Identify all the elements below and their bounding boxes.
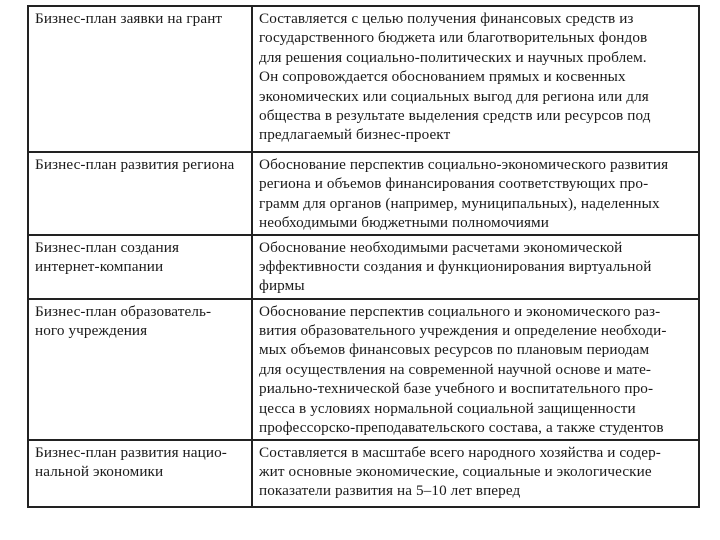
description-line: риально-технической базе учебного и воспитательного про- [259, 380, 654, 398]
description-line: показатели развития на 5–10 лет вперед [259, 482, 521, 500]
description-line: для решения социально-политических и научных проблем. [259, 48, 647, 66]
description-line: Обоснование перспектив социального и экономического раз- [259, 302, 661, 320]
description-line: вития образовательного учреждения и определение необходи- [259, 322, 667, 340]
table-row [28, 440, 699, 507]
description-line: жит основные экономические, социальные и экологические [259, 463, 652, 481]
plan-type-text: Бизнес-план заявки на грант [35, 10, 223, 27]
plan-description-cell [252, 152, 699, 235]
description-line: необходимыми бюджетными полномочиями [259, 214, 549, 232]
plan-type-cell [28, 440, 252, 507]
table-row [28, 299, 699, 440]
plan-type-text: Бизнес-план образователь- [35, 302, 212, 320]
description-line: государственного бюджета или благотворительных фондов [259, 29, 648, 47]
description-line: профессорско-преподавательского состава, а также студентов [259, 419, 664, 437]
plan-description-cell [252, 6, 699, 152]
plan-type-cell [28, 235, 252, 299]
plan-type-text: нальной экономики [35, 463, 164, 481]
plan-type-text: интернет-компании [35, 258, 164, 276]
description-line: цесса в условиях нормальной социальной защищенности [259, 399, 636, 417]
description-line: предлагаемый бизнес-проект [259, 126, 451, 144]
description-line: Он сопровождается обоснованием прямых и косвенных [259, 68, 626, 86]
description-line: фирмы [259, 277, 305, 295]
description-line: Составляется в масштабе всего народного хозяйства и содер- [259, 443, 661, 461]
plan-description-cell [252, 299, 699, 440]
description-line: грамм для органов (например, муниципальных), наделенных [259, 194, 660, 212]
description-line: для осуществления на современной научной основе и мате- [259, 360, 652, 378]
plan-description-cell [252, 235, 699, 299]
plan-type-cell [28, 6, 252, 152]
plan-description-cell [252, 440, 699, 507]
plan-type-text: Бизнес-план развития нацио- [35, 443, 227, 461]
description-line: Обоснование необходимыми расчетами экономической [259, 238, 623, 256]
table-row [28, 6, 699, 152]
business-plan-types-table [27, 5, 700, 508]
table-row [28, 152, 699, 235]
description-line: Обоснование перспектив социально-экономического развития [259, 156, 669, 173]
description-line: Составляется с целью получения финансовых средств из [259, 10, 634, 27]
table-row [28, 235, 699, 299]
description-line: экономических или социальных выгод для региона или для [259, 87, 649, 105]
plan-type-text: ного учреждения [35, 322, 148, 340]
plan-type-text: Бизнес-план создания [35, 238, 180, 256]
plan-type-cell [28, 299, 252, 440]
description-line: мых объемов финансовых ресурсов по плановым периодам [259, 341, 650, 359]
plan-type-cell [28, 152, 252, 235]
plan-type-text: Бизнес-план развития региона [35, 156, 235, 173]
description-line: эффективности создания и функционирования виртуальной [259, 258, 652, 276]
description-line: региона и объемов финансирования соответствующих про- [259, 175, 649, 193]
description-line: общества в результате выделения средств или ресурсов под [259, 107, 651, 125]
